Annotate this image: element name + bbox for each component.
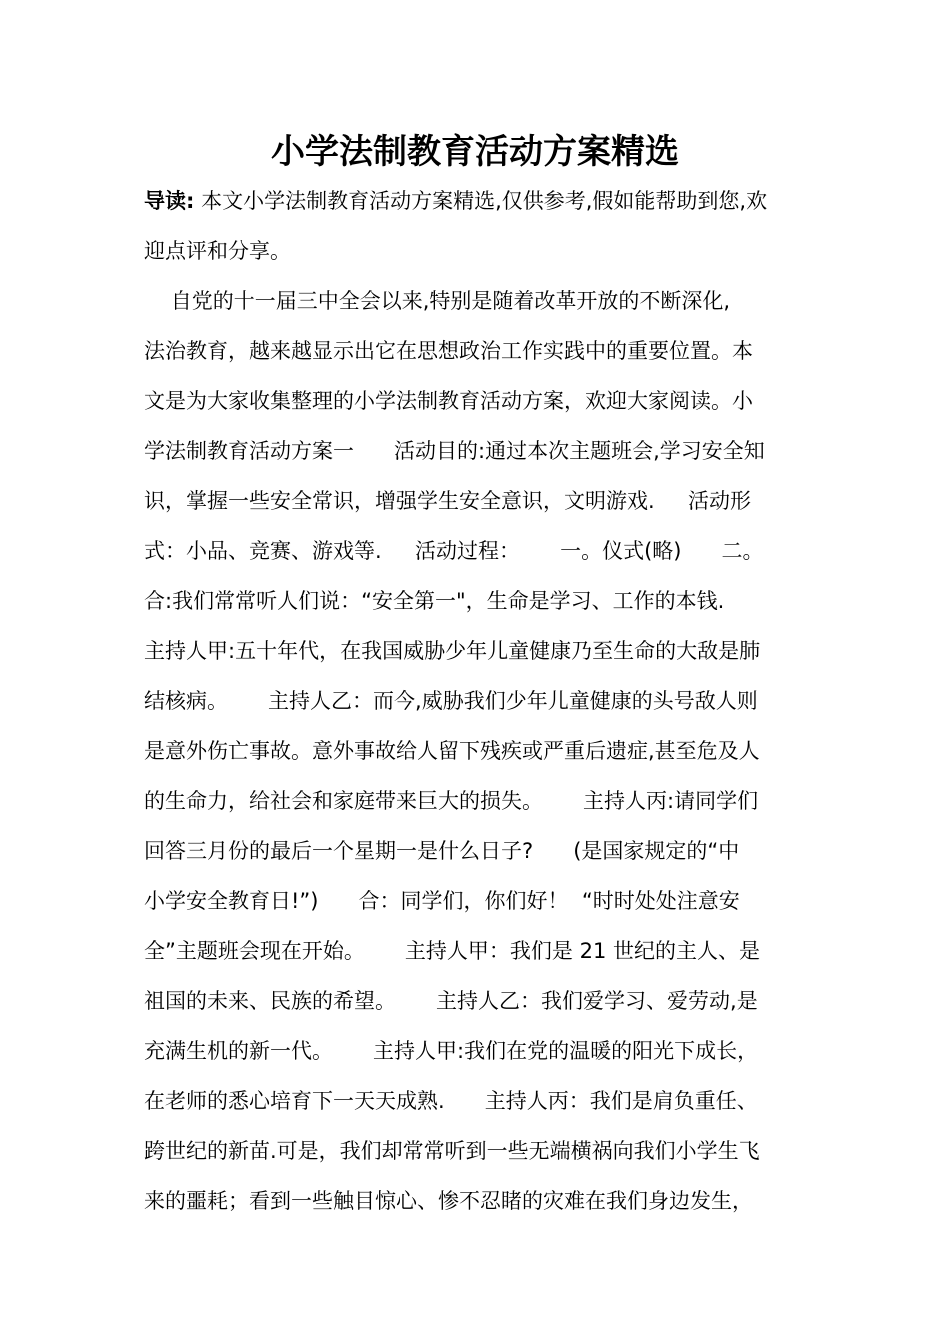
document-title: 小学法制教育活动方案精选 <box>271 132 679 172</box>
body-line: 来的噩耗；看到一些触目惊心、惨不忍睹的灾难在我们身边发生， <box>144 1189 753 1213</box>
body-line: 法治教育，越来越显示出它在思想政治工作实践中的重要位置。本 <box>144 339 753 363</box>
body-line: 小学安全教育日!”) 合：同学们，你们好！ “时时处处注意安 <box>144 889 740 913</box>
body-line: 文是为大家收集整理的小学法制教育活动方案，欢迎大家阅读。小 <box>144 389 753 413</box>
body-line: 是意外伤亡事故。意外事故给人留下残疾或严重后遗症,甚至危及人 <box>144 739 760 763</box>
body-line: 在老师的悉心培育下一天天成熟. 主持人丙：我们是肩负重任、 <box>144 1089 758 1113</box>
body-line: 结核病。 主持人乙：而今,威胁我们少年儿童健康的头号敌人则 <box>144 689 758 713</box>
body-line: 式：小品、竞赛、游戏等. 活动过程： 一。仪式(略) 二。 <box>144 539 764 563</box>
body-line: 合:我们常常听人们说：“安全第一"，生命是学习、工作的本钱. <box>144 589 725 613</box>
body-line: 充满生机的新一代。 主持人甲:我们在党的温暖的阳光下成长， <box>144 1039 759 1063</box>
body-line: 的生命力，给社会和家庭带来巨大的损失。 主持人丙:请同学们 <box>144 789 759 813</box>
body-line: 识，掌握一些安全常识，增强学生安全意识，文明游戏. 活动形 <box>144 489 752 513</box>
body-line: 主持人甲:五十年代，在我国威胁少年儿童健康乃至生命的大敌是肺 <box>144 639 761 663</box>
intro-line: 迎点评和分享。 <box>144 239 291 263</box>
body-line: 祖国的未来、民族的希望。 主持人乙：我们爱学习、爱劳动,是 <box>144 989 758 1013</box>
body-line: 学法制教育活动方案一 活动目的:通过本次主题班会,学习安全知 <box>144 439 765 463</box>
body-line: 自党的十一届三中全会以来,特别是随着改革开放的不断深化, <box>144 289 731 313</box>
body-line: 全”主题班会现在开始。 主持人甲：我们是 21 世纪的主人、是 <box>144 939 761 963</box>
intro-label: 导读: <box>144 189 195 213</box>
body-line: 回答三月份的最后一个星期一是什么日子? (是国家规定的“中 <box>144 839 740 863</box>
intro-line <box>144 176 816 226</box>
intro-text: 本文小学法制教育活动方案精选,仅供参考,假如能帮助到您,欢 <box>194 189 768 213</box>
body-line: 跨世纪的新苗.可是，我们却常常听到一些无端横祸向我们小学生飞 <box>144 1139 760 1163</box>
